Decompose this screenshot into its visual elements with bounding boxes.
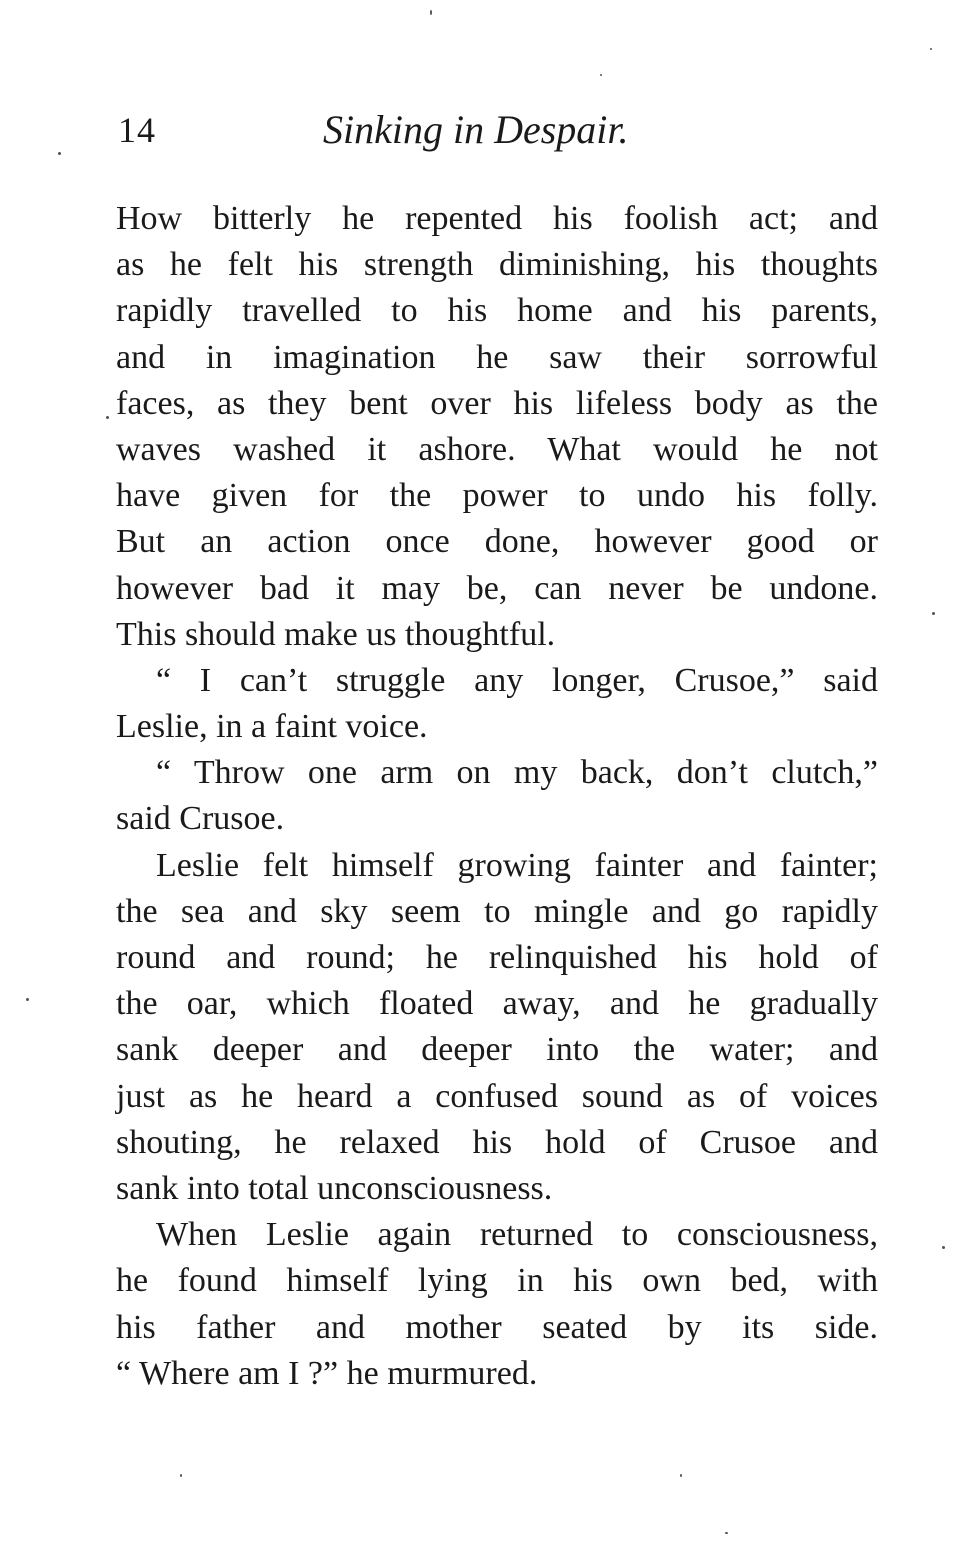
text-line: This should make us thoughtful.: [116, 615, 556, 653]
text-line: Leslie felt himself growing fainter and fainter;: [156, 846, 878, 884]
text-line: however bad it may be, can never be undone.: [116, 569, 878, 607]
text-line: and in imagination he saw their sorrowful: [116, 338, 878, 376]
scan-speck: [430, 10, 432, 15]
text-line: shouting, he relaxed his hold of Crusoe and: [116, 1123, 878, 1161]
text-line: But an action once done, however good or: [116, 523, 878, 561]
scan-speck: [680, 1474, 682, 1477]
scan-speck: [942, 1246, 945, 1249]
text-line: he found himself lying in his own bed, with: [116, 1262, 878, 1300]
text-line: sank deeper and deeper into the water; and: [116, 1031, 878, 1069]
running-title: Sinking in Despair.: [323, 107, 629, 152]
scan-speck: [600, 74, 602, 76]
scan-speck: [26, 998, 29, 1001]
text-line: the sea and sky seem to mingle and go rapidly: [116, 892, 878, 930]
scan-speck: [930, 48, 932, 50]
text-line: said Crusoe.: [116, 800, 285, 838]
text-line: faces, as they bent over his lifeless body as the: [116, 384, 878, 422]
text-line: waves washed it ashore. What would he not: [116, 430, 878, 468]
text-line: When Leslie again returned to consciousness,: [156, 1216, 878, 1254]
scan-speck: [106, 416, 109, 419]
body-text: [116, 196, 878, 1397]
scan-speck: [725, 1532, 728, 1534]
page-number: 14: [118, 110, 156, 150]
scan-speck: [932, 612, 935, 615]
text-line: round and round; he relinquished his hold of: [116, 939, 878, 976]
text-line: rapidly travelled to his home and his parents,: [116, 292, 878, 330]
text-line: just as he heard a confused sound as of voices: [116, 1077, 878, 1115]
text-line: sank into total unconsciousness.: [116, 1169, 553, 1207]
text-line: as he felt his strength diminishing, his thoughts: [116, 246, 878, 284]
scan-speck: [180, 1474, 182, 1477]
text-line: Leslie, in a faint voice.: [116, 708, 428, 746]
text-line: “ Where am I ?” he murmured.: [116, 1354, 538, 1392]
text-line: How bitterly he repented his foolish act; and: [116, 200, 878, 237]
page-header: [118, 100, 878, 160]
text-line: have given for the power to undo his folly.: [116, 477, 878, 515]
scan-speck: [58, 152, 61, 155]
text-line: his father and mother seated by its side.: [116, 1308, 878, 1346]
text-line: the oar, which floated away, and he gradually: [116, 985, 878, 1023]
text-line: “ I can’t struggle any longer, Crusoe,” said: [156, 661, 878, 699]
text-line: “ Throw one arm on my back, don’t clutch,”: [156, 754, 878, 792]
